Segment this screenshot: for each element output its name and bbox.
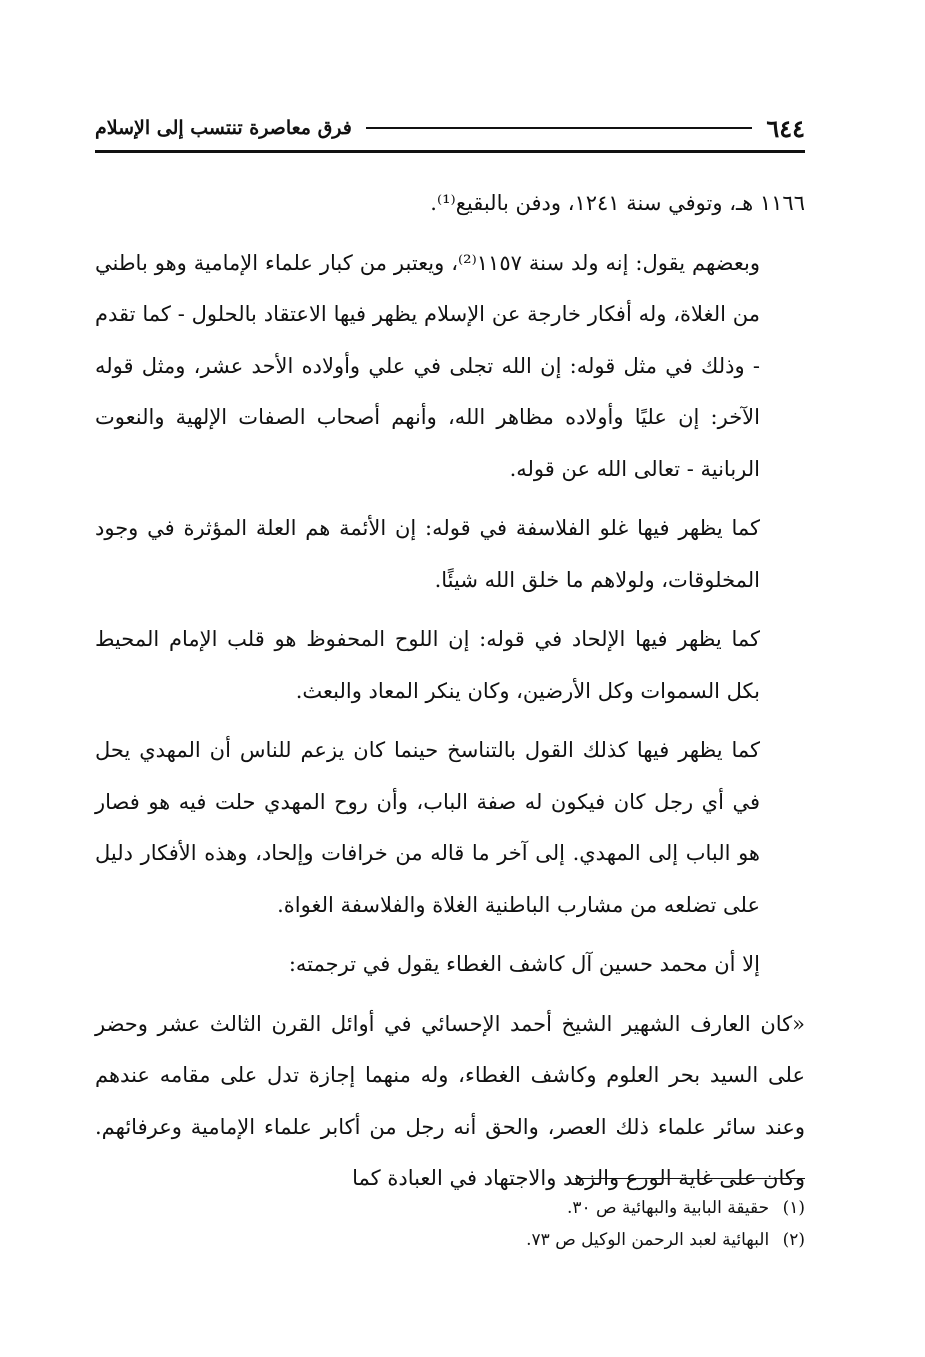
body-text xyxy=(95,178,805,1213)
paragraph-2: وبعضهم يقول: إنه ولد سنة ١١٥٧⁽²⁾، ويعتبر من كبار علماء الإمامية وهو باطني من الغلاة، وله أفكار خارجة عن الإسلام يظهر فيها الاعتقاد بالحلول - كما تقدم - وذلك في مثل قوله: إن الله تجلى في علي وأولاده الأحد عشر، ومثل قوله الآخر: إن عليًا وأولاده مظاهر الله، وأنهم أصحاب الصفات الإلهية والنعوت الربانية - تعالى الله عن قوله. xyxy=(95,250,760,481)
running-title: فرق معاصرة تنتسب إلى الإسلام xyxy=(95,117,352,139)
paragraph-1: ١١٦٦ هـ، وتوفي سنة ١٢٤١، ودفن بالبقيع⁽¹⁾. xyxy=(430,191,805,215)
footnote-number: (٢) xyxy=(782,1230,805,1250)
footnote-text: البهائية لعبد الرحمن الوكيل ص ٧٣. xyxy=(526,1230,770,1250)
footnote-1 xyxy=(95,1192,805,1224)
paragraph-7-quote: «كان العارف الشهير الشيخ أحمد الإحسائي في أوائل القرن الثالث عشر وحضر على السيد بحر العلوم وكاشف الغطاء، وله منهما إجازة تدل على مقامه عندهم وعند سائر علماء ذلك العصر، والحق أنه رجل من أكابر علماء الإمامية وعرفائهم. وكان على غاية الورع والزهد والاجتهاد في العبادة كما xyxy=(95,1011,805,1190)
footnotes xyxy=(95,1192,805,1256)
paragraph-6: إلا أن محمد حسين آل كاشف الغطاء يقول في ترجمته: xyxy=(288,952,760,976)
footnote-text: حقيقة البابية والبهائية ص ٣٠. xyxy=(566,1198,770,1218)
page-number: ٦٤٤ xyxy=(766,113,805,143)
page-header xyxy=(95,108,805,148)
paragraph-5: كما يظهر فيها كذلك القول بالتناسخ حينما كان يزعم للناس أن المهدي يحل في أي رجل كان فيكون له صفة الباب، وأن روح المهدي حلت فيه هو فصار هو الباب إلى المهدي. إلى آخر ما قاله من خرافات وإلحاد، وهذه الأفكار دليل على تضلعه من مشارب الباطنية الغلاة والفلاسفة الغواة. xyxy=(95,738,760,917)
footnote-number: (١) xyxy=(782,1198,805,1218)
footnote-rule xyxy=(575,1178,805,1179)
header-dash-line xyxy=(366,127,752,129)
header-rule xyxy=(95,150,805,153)
paragraph-4: كما يظهر فيها الإلحاد في قوله: إن اللوح المحفوظ هو قلب الإمام المحيط بكل السموات وكل الأرضين، وكان ينكر المعاد والبعث. xyxy=(95,627,760,703)
footnote-2 xyxy=(95,1224,805,1256)
paragraph-3: كما يظهر فيها غلو الفلاسفة في قوله: إن الأئمة هم العلة المؤثرة في وجود المخلوقات، ولولاهم ما خلق الله شيئًا. xyxy=(95,516,760,592)
